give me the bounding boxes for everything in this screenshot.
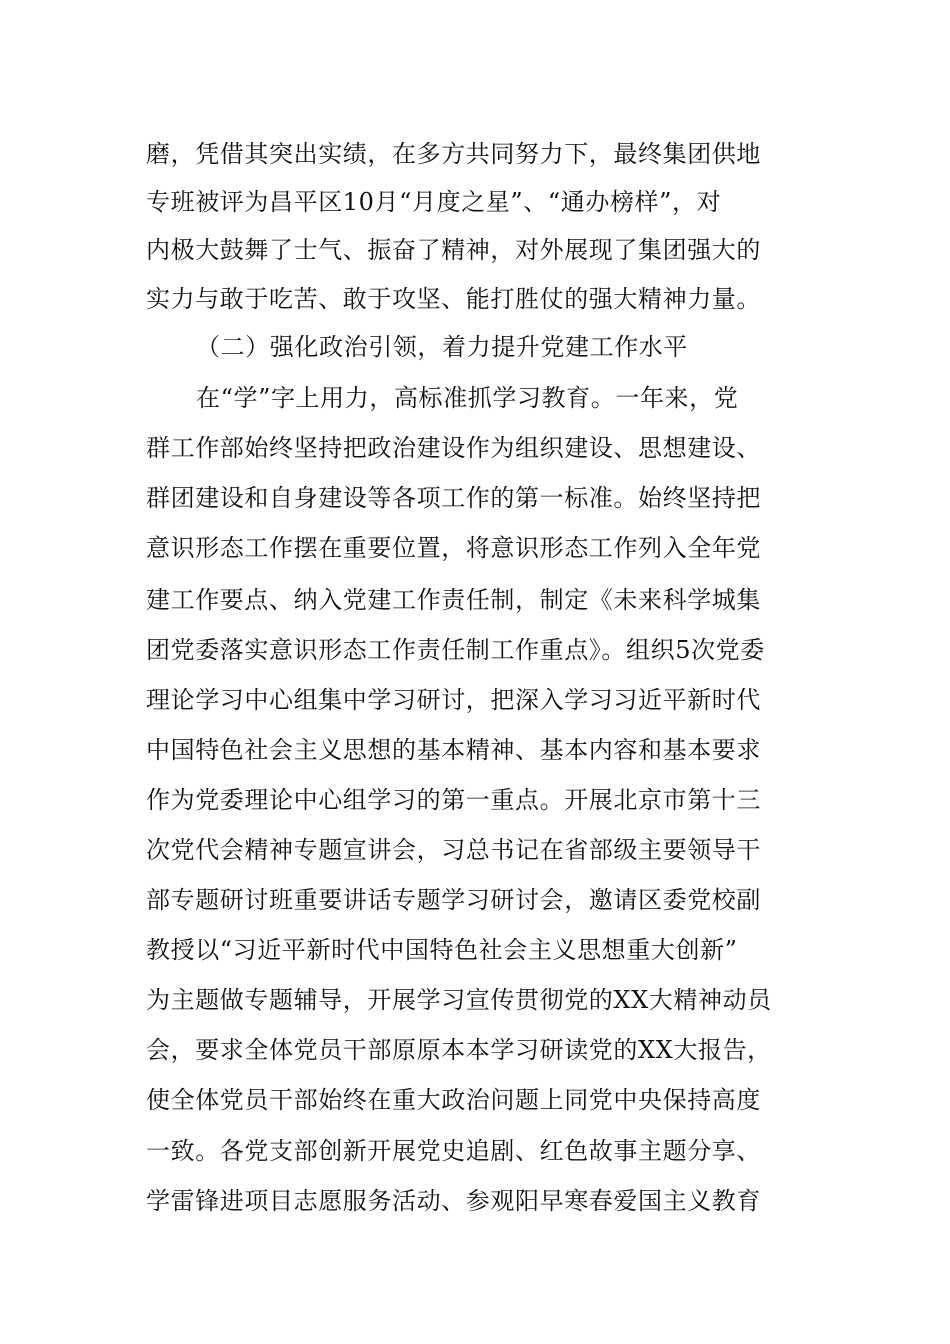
paragraph-1-line-3: 内极大鼓舞了士气、振奋了精神，对外展现了集团强大的 [146,236,761,264]
paragraph-2-line-2: 群工作部始终坚持把政治建设作为组织建设、思想建设、 [146,434,761,462]
paragraph-2-line-13: 为主题做专题辅导，开展学习宣传贯彻党的XX大精神动员 [146,986,772,1014]
section-heading: （二）强化政治引领，着力提升党建工作水平 [196,333,688,361]
paragraph-2-line-7: 理论学习中心组集中学习研讨，把深入学习习近平新时代 [146,686,761,714]
paragraph-2-line-3: 群团建设和自身建设等各项工作的第一标准。始终坚持把 [146,484,761,512]
paragraph-2-line-11: 部专题研讨班重要讲话专题学习研讨会，邀请区委党校副 [146,886,761,914]
paragraph-2-line-15: 使全体党员干部始终在重大政治问题上同党中央保持高度 [146,1086,761,1114]
paragraph-2-line-5: 建工作要点、纳入党建工作责任制，制定《未来科学城集 [146,586,761,614]
paragraph-1-line-4: 实力与敢于吃苦、敢于攻坚、能打胜仗的强大精神力量。 [146,285,761,313]
paragraph-1-line-2: 专班被评为昌平区10月“月度之星”、“通办榜样”，对 [146,188,722,216]
paragraph-2-line-16: 一致。各党支部创新开展党史追剧、红色故事主题分享、 [146,1137,761,1165]
paragraph-2-line-14: 会，要求全体党员干部原原本本学习研读党的XX大报告， [146,1036,772,1064]
paragraph-2-line-6: 团党委落实意识形态工作责任制工作重点》。组织5次党委 [146,636,765,664]
paragraph-2-line-1: 在“学”字上用力，高标准抓学习教育。一年来，党 [196,384,739,412]
paragraph-1-line-1: 磨，凭借其突出实绩，在多方共同努力下，最终集团供地 [146,140,761,168]
paragraph-2-line-10: 次党代会精神专题宣讲会，习总书记在省部级主要领导干 [146,836,761,864]
paragraph-2-line-9: 作为党委理论中心组学习的第一重点。开展北京市第十三 [146,786,761,814]
paragraph-2-line-12: 教授以“习近平新时代中国特色社会主义思想重大创新” [146,936,738,964]
paragraph-2-line-4: 意识形态工作摆在重要位置，将意识形态工作列入全年党 [146,534,761,562]
paragraph-2-line-17: 学雷锋进项目志愿服务活动、参观阳早寒春爱国主义教育 [146,1187,761,1215]
paragraph-2-line-8: 中国特色社会主义思想的基本精神、基本内容和基本要求 [146,736,761,764]
